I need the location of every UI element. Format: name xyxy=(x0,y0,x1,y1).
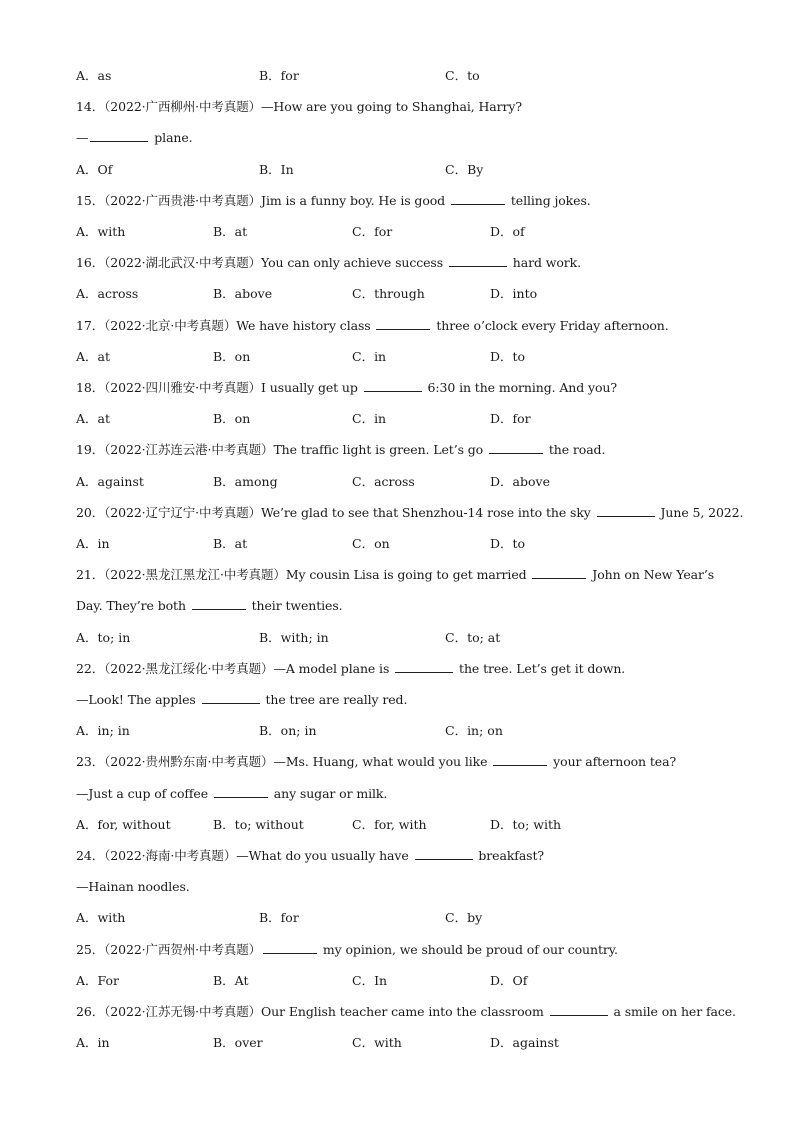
answer-option: C．to; at xyxy=(445,629,501,645)
answer-option: C．for, with xyxy=(352,816,427,832)
text-segment: You can only achieve success xyxy=(261,255,447,271)
question-stem xyxy=(76,442,605,458)
answer-option: D．to; with xyxy=(490,816,562,832)
text-segment: 6:30 in the morning. And you? xyxy=(423,380,617,395)
text-segment: the tree are really red. xyxy=(261,692,408,707)
answer-option: C．for xyxy=(352,224,393,239)
question-stem xyxy=(76,1004,736,1020)
answer-option: A．at xyxy=(76,411,111,427)
answer-option: C．By xyxy=(445,161,484,177)
question-stem xyxy=(76,255,581,271)
text-segment: —Ms. Huang, what would you like xyxy=(273,754,492,770)
answer-option: A．with xyxy=(76,224,126,239)
answer-option: B．among xyxy=(213,473,278,489)
text-segment: June 5, 2022. xyxy=(656,504,744,520)
answer-option: A．across xyxy=(76,286,139,302)
answer-blank xyxy=(263,942,317,954)
question-number: 24 xyxy=(76,848,92,863)
answer-option: A．in xyxy=(76,1035,110,1051)
answer-option: A．at xyxy=(76,348,111,364)
answer-option: B．to; without xyxy=(213,816,304,832)
question-stem xyxy=(76,942,618,958)
answer-option: B．at xyxy=(213,536,248,551)
question-stem xyxy=(76,661,625,677)
text-segment: —How are you going to Shanghai, Harry? xyxy=(261,99,522,115)
question-number: 20 xyxy=(76,504,92,520)
answer-option: C．to xyxy=(445,68,480,83)
text-segment: Jim is a funny boy. He is good xyxy=(261,192,449,208)
text-segment: the tree. Let’s get it down. xyxy=(455,660,626,676)
text-segment: I usually get up xyxy=(261,380,362,395)
answer-option: D．into xyxy=(490,286,538,302)
answer-option: D．to xyxy=(490,536,526,551)
text-segment: —A model plane is xyxy=(273,660,394,676)
question-source: ．（2022·广西柳州·中考真题） xyxy=(91,99,262,115)
question-source: ．（2022·四川雅安·中考真题） xyxy=(91,380,262,395)
answer-blank xyxy=(395,661,453,673)
answer-option: C．with xyxy=(352,1035,402,1051)
question-source: ．（2022·北京·中考真题） xyxy=(91,317,237,333)
question-number: 14 xyxy=(76,99,92,115)
question-number: 16 xyxy=(76,255,92,271)
text-segment: We have history class xyxy=(236,317,375,333)
question-source: ．（2022·江苏无锡·中考真题） xyxy=(91,1004,262,1019)
answer-blank xyxy=(550,1004,608,1016)
answer-blank xyxy=(489,442,543,454)
text-segment: —Just a cup of coffee xyxy=(76,785,212,801)
question-continuation xyxy=(76,130,193,146)
answer-blank xyxy=(90,130,148,142)
question-source: ．（2022·海南·中考真题） xyxy=(91,848,237,863)
answer-option: C．through xyxy=(352,286,425,302)
answer-blank xyxy=(449,255,507,267)
question-source: ．（2022·广西贺州·中考真题） xyxy=(91,941,262,957)
question-stem xyxy=(76,505,743,521)
text-segment: three o’clock every Friday afternoon. xyxy=(432,317,669,333)
text-segment: The traffic light is green. Let’s go xyxy=(273,442,487,458)
text-segment: —Hainan noodles. xyxy=(76,879,190,895)
answer-blank xyxy=(376,318,430,330)
answer-option: B．on xyxy=(213,348,251,364)
answer-option: B．on xyxy=(213,411,251,427)
answer-option: D．Of xyxy=(490,972,528,988)
text-segment: my opinion, we should be proud of our country. xyxy=(319,941,618,957)
text-segment: —What do you usually have xyxy=(236,848,413,863)
question-number: 22 xyxy=(76,660,92,676)
answer-blank xyxy=(202,692,260,704)
question-number: 26 xyxy=(76,1004,92,1019)
question-source: ．（2022·黑龙江黑龙江·中考真题） xyxy=(91,567,286,583)
question-stem xyxy=(76,193,591,209)
text-segment: your afternoon tea? xyxy=(549,754,677,770)
answer-blank xyxy=(532,567,586,579)
answer-option: D．to xyxy=(490,348,526,364)
text-segment: — xyxy=(76,130,89,146)
answer-option: D．for xyxy=(490,411,531,427)
question-continuation xyxy=(76,692,407,708)
text-segment: We’re glad to see that Shenzhou-14 rose into the sky xyxy=(261,504,595,520)
answer-option: C．in; on xyxy=(445,723,503,739)
question-source: ．（2022·黑龙江绥化·中考真题） xyxy=(91,660,274,676)
answer-option: B．At xyxy=(213,972,249,988)
answer-option: A．as xyxy=(76,68,112,83)
question-source: ．（2022·湖北武汉·中考真题） xyxy=(91,255,262,271)
text-segment: plane. xyxy=(150,130,193,146)
text-segment: the road. xyxy=(544,442,606,458)
answer-option: A．with xyxy=(76,910,126,926)
question-number: 17 xyxy=(76,317,92,333)
question-continuation xyxy=(76,879,190,895)
text-segment: hard work. xyxy=(508,255,582,271)
answer-option: A．Of xyxy=(76,161,113,177)
question-number: 19 xyxy=(76,442,92,458)
answer-option: C．In xyxy=(352,972,388,988)
question-number: 15 xyxy=(76,192,92,208)
answer-option: B．for xyxy=(259,68,299,83)
answer-option: A．in; in xyxy=(76,723,130,739)
answer-option: C．by xyxy=(445,910,483,926)
answer-option: B．on; in xyxy=(259,723,317,739)
question-stem xyxy=(76,380,617,396)
answer-option: C．across xyxy=(352,473,415,489)
question-source: ．（2022·广西贵港·中考真题） xyxy=(91,192,262,208)
text-segment: —Look! The apples xyxy=(76,692,200,707)
answer-blank xyxy=(493,754,547,766)
question-continuation xyxy=(76,786,387,802)
answer-option: B．over xyxy=(213,1035,263,1051)
question-source: ．（2022·贵州黔东南·中考真题） xyxy=(91,754,274,770)
answer-option: A．in xyxy=(76,536,110,551)
question-stem xyxy=(76,99,522,115)
text-segment: any sugar or milk. xyxy=(269,785,388,801)
answer-blank xyxy=(364,380,422,392)
answer-option: C．on xyxy=(352,536,390,551)
text-segment: John on New Year’s xyxy=(588,567,715,583)
text-segment: Our English teacher came into the classroom xyxy=(261,1004,548,1019)
text-segment: telling jokes. xyxy=(506,192,591,208)
answer-option: B．In xyxy=(259,161,294,177)
answer-option: B．for xyxy=(259,910,299,926)
answer-blank xyxy=(192,598,246,610)
answer-option: A．to; in xyxy=(76,629,131,645)
answer-option: A．against xyxy=(76,473,144,489)
text-segment: breakfast? xyxy=(474,848,545,863)
answer-option: A．for, without xyxy=(76,816,171,832)
answer-option: B．above xyxy=(213,286,273,302)
question-number: 23 xyxy=(76,754,92,770)
question-stem xyxy=(76,754,676,770)
text-segment: a smile on her face. xyxy=(609,1004,736,1019)
answer-option: B．at xyxy=(213,224,248,239)
text-segment: their twenties. xyxy=(247,598,343,614)
question-continuation xyxy=(76,598,343,614)
answer-blank xyxy=(597,505,655,517)
answer-option: B．with; in xyxy=(259,629,329,645)
question-stem xyxy=(76,848,544,864)
question-source: ．（2022·辽宁辽宁·中考真题） xyxy=(91,504,262,520)
answer-blank xyxy=(214,786,268,798)
question-number: 25 xyxy=(76,941,92,957)
answer-option: A．For xyxy=(76,972,120,988)
answer-blank xyxy=(415,848,473,860)
answer-option: D．of xyxy=(490,224,525,239)
question-number: 18 xyxy=(76,380,92,395)
answer-option: D．against xyxy=(490,1035,559,1051)
text-segment: Day. They’re both xyxy=(76,598,190,614)
answer-blank xyxy=(451,193,505,205)
question-source: ．（2022·江苏连云港·中考真题） xyxy=(91,442,274,458)
text-segment: My cousin Lisa is going to get married xyxy=(285,567,531,583)
question-stem xyxy=(76,567,714,583)
answer-option: D．above xyxy=(490,473,550,489)
question-stem xyxy=(76,318,669,334)
answer-option: C．in xyxy=(352,348,387,364)
question-number: 21 xyxy=(76,567,92,583)
answer-option: C．in xyxy=(352,411,387,427)
